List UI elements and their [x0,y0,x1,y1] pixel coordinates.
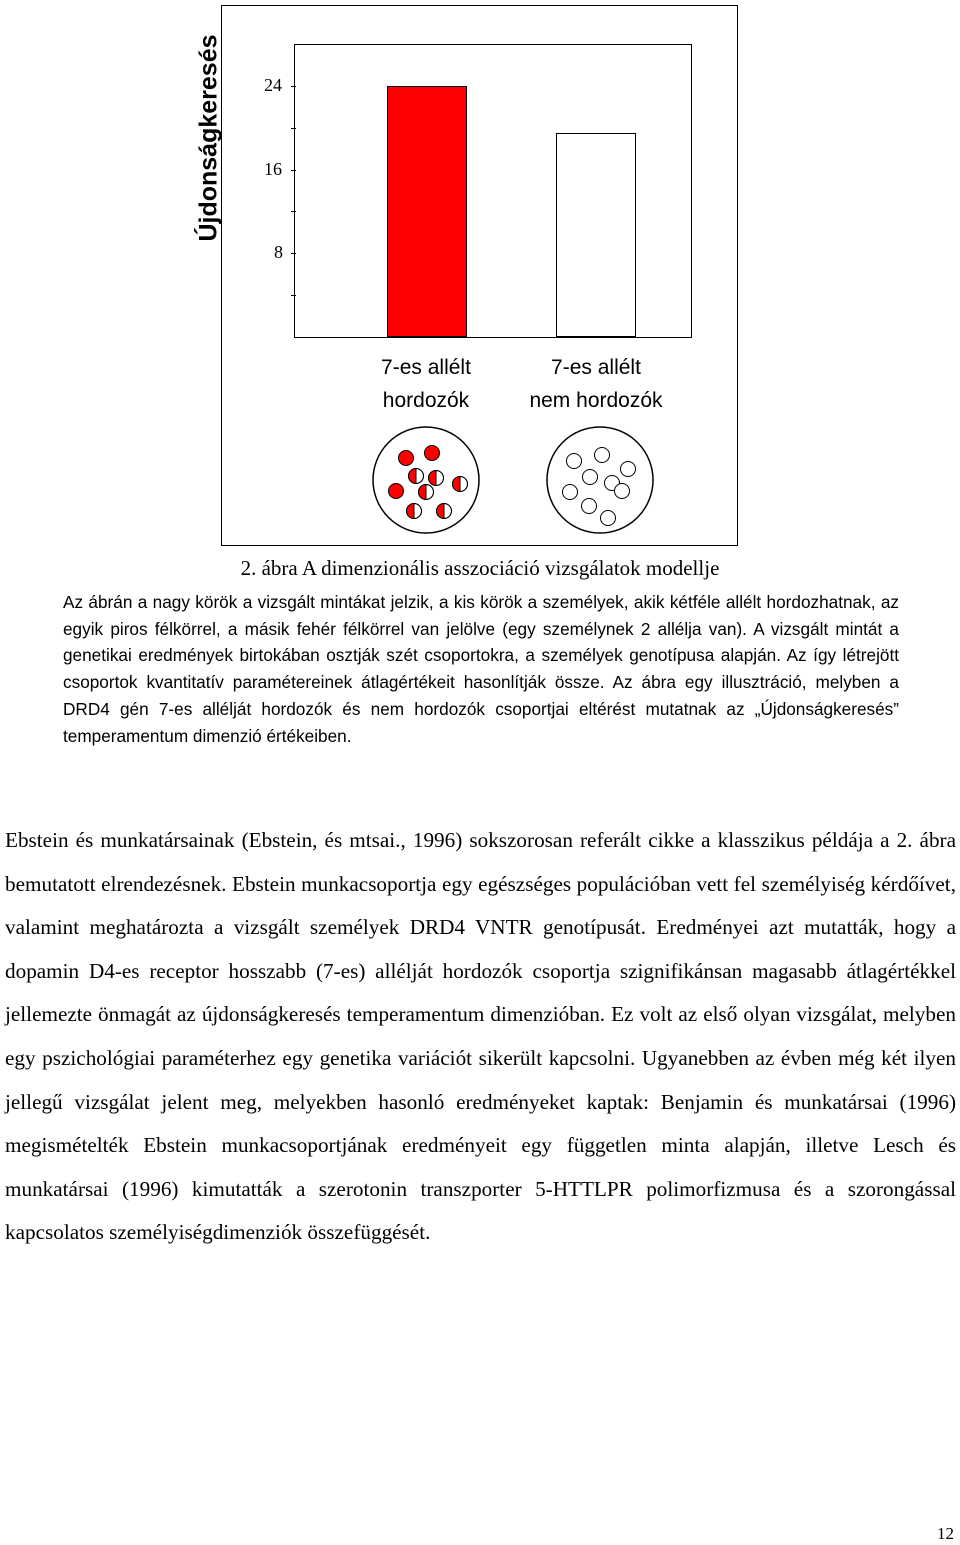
sample-group-noncarriers [547,427,653,533]
bar [387,86,467,337]
person-homozygous-white [601,511,616,526]
person-homozygous-white [615,484,630,499]
person-homozygous-white [567,454,582,469]
body-paragraph: Ebstein és munkatársainak (Ebstein, és mtsai., 1996) sokszorosan referált cikke a klasszikus példája a 2. ábra bemutatott elrendezésnek. Ebstein munkacsoportja egy egészséges populációban vett fel személyiség kérdőívet, valamint meghatározta a vizsgált személyek DRD4 VNTR genotípusát. Eredményei azt mutatták, hogy a dopamin D4-es receptor hosszabb (7-es) allélját hordozók csoportja szignifikánsan magasabb átlagértékkel jellemezte önmagát az újdonságkeresés temperamentum dimenzióban. Ez volt az első olyan vizsgálat, melyben egy pszichológiai paraméterhez egy genetika variációt sikerült kapcsolni. Ugyanebben az évben még két ilyen jellegű vizsgálat jelent meg, melyekben hasonló eredményeket kaptak: Benjamin és munkatársai (1996) megismételték Ebstein munkacsoportjának eredményeit egy független minta alapján, illetve Lesch és munkatársai (1996) kimutatták a szerotonin transzporter 5-HTTLPR polimorfizmusa és a szorongással kapcsolatos személyiségdimenziók összefüggését. [5,828,956,1245]
y-tick-mark [291,295,296,296]
x-category-label-line: nem hordozók [529,389,663,412]
y-tick-mark [291,170,296,171]
y-tick-mark [291,128,296,129]
person-homozygous-white [563,485,578,500]
y-tick-mark [291,253,296,254]
y-tick-label: 24 [264,74,282,95]
y-axis-label: Újdonságkeresés [194,34,223,242]
person-homozygous-white [583,470,598,485]
sample-circles-diagram [360,420,690,535]
person-heterozygous [419,485,434,500]
x-category-label-line: 7-es allélt [551,356,641,379]
y-tick-mark [291,211,296,212]
x-category-label-line: hordozók [382,389,470,412]
person-homozygous-white [595,448,610,463]
person-heterozygous [407,504,422,519]
person-heterozygous [453,477,468,492]
person-heterozygous [409,469,424,484]
person-homozygous-white [582,499,597,514]
person-homozygous-red [399,451,414,466]
sample-group-carriers [373,427,479,533]
y-tick-label: 16 [264,158,282,179]
person-heterozygous [437,504,452,519]
person-heterozygous [429,471,444,486]
x-category-label [496,351,696,417]
bar [556,133,636,337]
y-tick-mark [291,86,296,87]
large-sample-circle [547,427,653,533]
figure-caption-title: 2. ábra A dimenzionális asszociáció vizsgálatok modellje [240,556,720,580]
figure-caption-text: Az ábrán a nagy körök a vizsgált mintákat jelzik, a kis körök a személyek, akik kétféle allélt hordozhatnak, az egyik piros félkörrel, a másik fehér félkörrel van jelölve (egy személynek 2 allélja van). A vizsgált mintát a genetikai eredmények birtokában osztják szét csoportokra, a személyek genotípusa alapján. Az így létrejött csoportok kvantitatív paramétereinek átlagértékeit hasonlítják össze. Az ábra egy illusztráció, melyben a DRD4 gén 7-es allélját hordozók és nem hordozók csoportjai eltérést mutatnak az „Újdonságkeresés” temperamentum dimenzió értékeiben. [63,592,899,746]
person-homozygous-white [621,462,636,477]
x-category-label-line: 7-es allélt [381,356,471,379]
y-tick-label: 8 [274,242,283,263]
page-number: 12 [937,1524,954,1543]
person-homozygous-red [389,484,404,499]
person-homozygous-red [425,446,440,461]
